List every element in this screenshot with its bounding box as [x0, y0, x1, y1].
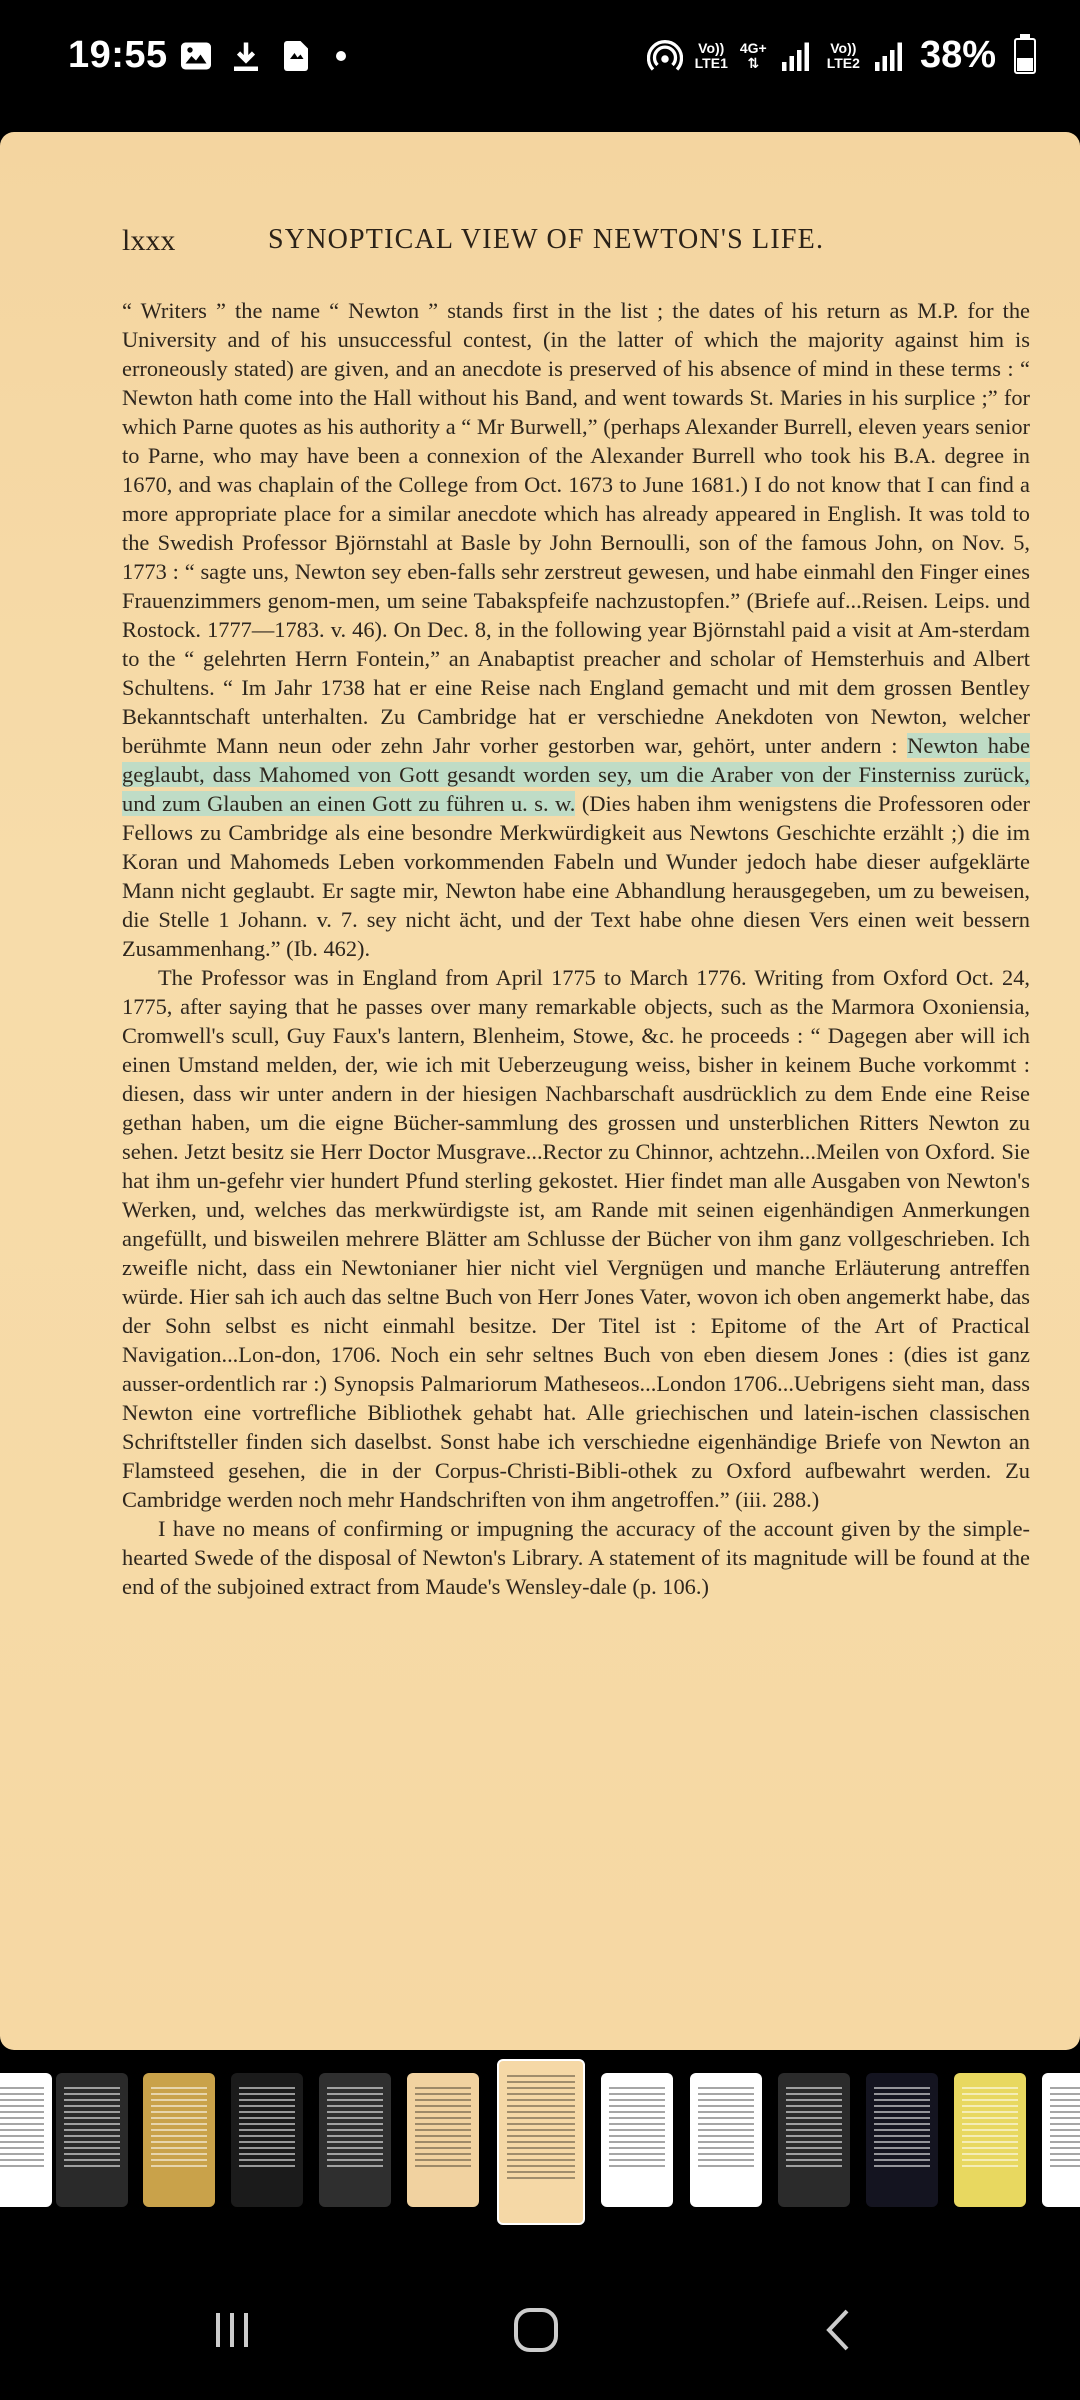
- sim2-label: LTE2: [826, 54, 860, 71]
- thumbnail-2[interactable]: [56, 2073, 128, 2207]
- thumbnail-text-preview: [327, 2087, 383, 2167]
- battery-icon: [1014, 38, 1036, 74]
- highlighted-text[interactable]: Newton habe geglaubt, dass Mahomed von Gott gesandt worden sey, um die Araber von der Finsterniss zurück, und zum Glauben an einen Gott zu führen u. s. w.: [122, 733, 1030, 816]
- thumbnail-13[interactable]: [1042, 2073, 1080, 2207]
- recent-apps-button[interactable]: [193, 2290, 273, 2370]
- thumbnail-6[interactable]: [407, 2073, 479, 2207]
- thumbnail-7-selected[interactable]: [497, 2059, 585, 2225]
- home-button[interactable]: [496, 2290, 576, 2370]
- recent-apps-icon: [208, 2305, 258, 2355]
- paragraph-3: I have no means of confirming or impugning the accuracy of the account given by the simple-hearted Swede of the disposal of Newton's Library. A statement of its magnitude will be found at the end of the subjoined extract from Maude's Wensley-dale (p. 106.): [122, 1516, 1030, 1599]
- thumbnail-10[interactable]: [778, 2073, 850, 2207]
- sim1-network: [695, 41, 728, 71]
- thumbnail-text-preview: [874, 2087, 930, 2167]
- status-right: [647, 34, 1036, 77]
- signal-icon: [779, 38, 815, 74]
- thumbnail-4[interactable]: [231, 2073, 303, 2207]
- thumbnail-text-preview: [507, 2075, 575, 2183]
- thumbnail-1[interactable]: [0, 2073, 52, 2207]
- paragraph-1-text-a: “ Writers ” the name “ Newton ” stands first in the list ; the dates of his return as M.P. for the University and of his unsuccessful contest, (in the latter of which the majority against him is erroneously stated) are given, and an anecdote is preserved of his absence of mind in these terms : “ Newton hath come into the Hall without his Band, and went towards St. Maries in his surplice ;” for which Parne quotes as his authority a “ Mr Burwell,” (perhaps Alexander Burrell, eleven years senior to Parne, who may have been a connexion of the Alexander Burrell who took his B.A. degree in 1670, and was chaplain of the College from Oct. 1673 to June 1681.) I do not know that I can find a more appropriate place for a similar anecdote which has already appeared in English. It was told to the Swedish Professor Björnstahl at Basle by John Bernoulli, son of the famous John, on Nov. 5, 1773 : “ sagte uns, Newton sey eben-falls sehr zerstreut gewesen, und habe einmahl den Finger eines Frauenzimmers genom-men, um seine Tabakspfeife nachzustopfen.” (Briefe auf...Reisen. Leips. und Rostock. 1777—1783. v. 46). On Dec. 8, in the following year Björnstahl paid a visit at Am-sterdam to the “ gelehrten Herrn Fontein,” an Anabaptist preacher and scholar of Hemsterhuis and Albert Schultens. “ Im Jahr 1738 hat er eine Reise nach England gemacht und mit dem grossen Bentley Bekanntschaft unterhalten. Zu Cambridge hat er verschiedne Anekdoten von Newton, welcher berühmte Mann neun oder zehn Jahr vorher gestorben war, gehört, unter andern :: [122, 298, 1030, 758]
- network-type: [740, 41, 767, 71]
- thumbnail-text-preview: [415, 2087, 471, 2167]
- page-thumbnail-strip[interactable]: [0, 2055, 1080, 2225]
- paragraph-1: [122, 296, 1030, 963]
- page-number: lxxx: [122, 224, 176, 257]
- thumbnail-text-preview: [786, 2087, 842, 2167]
- thumbnail-text-preview: [609, 2087, 665, 2167]
- sim2-network: [827, 41, 860, 71]
- thumbnail-text-preview: [698, 2087, 754, 2167]
- status-time: 19:55: [68, 34, 168, 76]
- thumbnail-9[interactable]: [690, 2073, 762, 2207]
- thumbnail-text-preview: [1050, 2087, 1080, 2167]
- thumbnail-12[interactable]: [954, 2073, 1026, 2207]
- sim1-volte: Vo)): [698, 39, 725, 56]
- thumbnail-text-preview: [239, 2087, 295, 2167]
- thumbnail-text-preview: [151, 2087, 207, 2167]
- thumbnail-text-preview: [64, 2087, 120, 2167]
- back-button[interactable]: [800, 2290, 880, 2370]
- thumbnail-8[interactable]: [601, 2073, 673, 2207]
- back-icon: [815, 2305, 865, 2355]
- page-title: SYNOPTICAL VIEW OF NEWTON'S LIFE.: [268, 224, 825, 255]
- paragraph-1-text-b: (Dies haben ihm wenigstens die Professoren oder Fellows zu Cambridge als eine besondre Merkwürdigkeit aus Newtons Geschichte erzählt ;) die im Koran und Mahomeds Leben vorkommenden Fabeln und Wunder jedoch habe dieser aufgeklärte Mann nicht geglaubt. Er sagte mir, Newton habe eine Abhandlung herausgegeben, um zu beweisen, die Stelle 1 Johann. v. 7. sey nicht ächt, und der Text habe ohne diesen Vers einen weit bessern Zusammenhang.” (Ib. 462).: [122, 791, 1030, 961]
- network-type-label: 4G+: [739, 39, 767, 56]
- sim2-volte: Vo)): [830, 39, 857, 56]
- signal-icon-2: [872, 38, 908, 74]
- status-bar: [0, 0, 1080, 120]
- thumbnail-5[interactable]: [319, 2073, 391, 2207]
- dot-icon: [336, 51, 346, 61]
- page-body: [122, 296, 1030, 1601]
- paragraph-2: The Professor was in England from April 1775 to March 1776. Writing from Oxford Oct. 24, 1775, after saying that he passes over many remarkable objects, such as the Marmora Oxoniensia, Cromwell's scull, Guy Faux's lantern, Blenheim, Stowe, &c. he proceeds : “ Dagegen aber will ich einen Umstand melden, der, wie ich mit Ueberzeugung weiss, bisher in keinem Buche vorkommt : diesen, dass wir unter andern in der hiesigen Nachbarschaft ausdrücklich zu dem Ende eine Reise gethan haben, um die eigne Bücher-sammlung des grossen und unsterblichen Ritters Newton zu sehen. Jetzt besitz sie Herr Doctor Musgrave...Rector zu Chinnor, achtzehn...Meilen von Oxford. Sie hat ihm un-gefehr vier hundert Pfund sterling gekostet. Hier findet man alle Ausgaben von Newton's Werken, und, welches das merkwürdigste ist, am Rande mit seinen eigenhändigen Anmerkungen angefüllt, und bisweilen mehrere Blätter am Schlusse der Bücher von ihm ganz vollgeschrieben. Ich zweifle nicht, dass ein Newtonianer hier nicht viel Vergnügen und manche Erläuterung antreffen würde. Hier sah ich auch das seltne Buch von Herr Jones Vater, wovon ich oben angemerkt habe, das der Sohn selbst es nicht einmahl besitze. Der Titel ist : Epitome of the Art of Practical Navigation...Lon-don, 1706. Noch ein sehr seltnes Buch von eben diesem Jones : (dies ist ganz ausser-ordentlich rar :) Synopsis Palmariorum Matheseos...London 1706...Uebrigens sieht man, dass Newton eine vortrefliche Bibliothek gehabt hat. Alle griechischen und latein-ischen classischen Schriftsteller finden sich daselbst. Sonst habe ich verschiedne eigenhändige Briefe von Newton an Flamsteed gesehen, die in der Corpus-Christi-Bibli-othek zu Oxford aufbewahrt werden. Zu Cambridge werden noch mehr Handschriften von ihm angetroffen.” (iii. 288.): [122, 965, 1030, 1512]
- thumbnail-text-preview: [962, 2087, 1018, 2167]
- storage-icon: [278, 38, 314, 74]
- thumbnail-text-preview: [0, 2087, 44, 2167]
- document-page[interactable]: [0, 132, 1080, 2050]
- battery-percent: 38%: [919, 34, 996, 76]
- hotspot-icon: [647, 38, 683, 74]
- page-header: [122, 224, 1022, 274]
- data-arrows-icon: ⇅: [747, 54, 760, 71]
- notification-icons: [178, 38, 346, 74]
- navigation-bar: [0, 2250, 1080, 2400]
- thumbnail-11[interactable]: [866, 2073, 938, 2207]
- download-icon: [228, 38, 264, 74]
- home-icon: [508, 2302, 564, 2358]
- thumbnail-3[interactable]: [143, 2073, 215, 2207]
- sim1-label: LTE1: [694, 54, 728, 71]
- image-icon: [178, 38, 214, 74]
